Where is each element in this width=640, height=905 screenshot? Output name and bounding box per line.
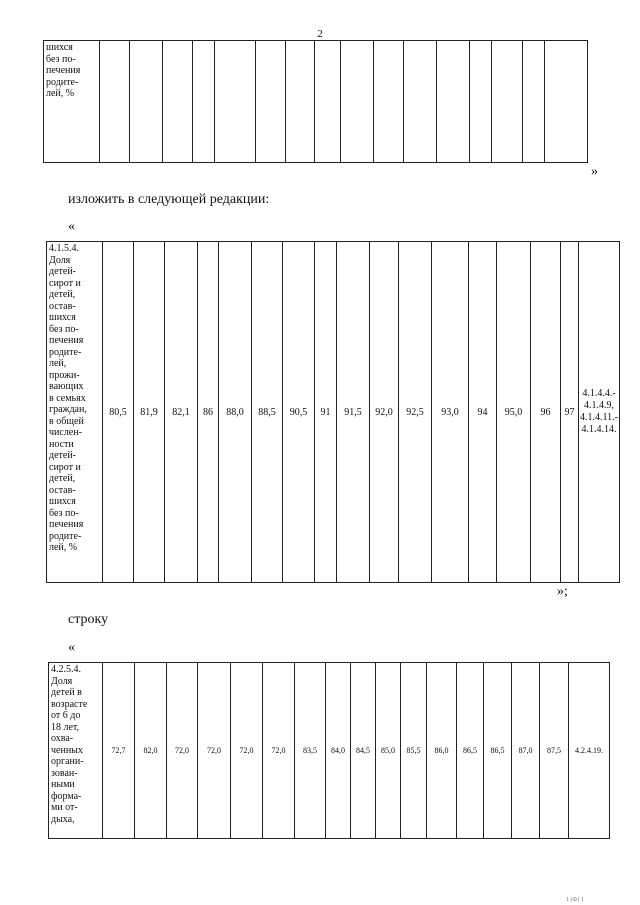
table3-value-cell: 72,7	[103, 663, 135, 839]
empty-cell	[130, 41, 163, 163]
row-label-cell: 4.2.5.4. Доля детей в возрасте от 6 до 18 лет, охва- ченных органи- зован- ными форма- ми от- дыха,	[49, 663, 103, 839]
empty-cell	[523, 41, 545, 163]
empty-cell	[100, 41, 130, 163]
table2-value-cell: 88,5	[252, 242, 283, 583]
indicator-table-4-2-5-4	[48, 662, 610, 839]
table2-value-cell: 94	[469, 242, 497, 583]
table3-value-cell: 86,5	[457, 663, 484, 839]
table2-value-cell: 96	[531, 242, 561, 583]
table2-value-cell: 88,0	[219, 242, 252, 583]
page-number: 2	[317, 28, 323, 40]
empty-cell	[286, 41, 315, 163]
table2-value-cell: 97	[561, 242, 579, 583]
closing-quote-semicolon: »;	[557, 584, 568, 599]
empty-cell	[341, 41, 374, 163]
empty-cell	[315, 41, 341, 163]
table3-value-cell: 84,0	[326, 663, 351, 839]
opening-quote: «	[68, 640, 75, 655]
table3-value-cell: 86,0	[427, 663, 457, 839]
table2-value-cell: 92,5	[399, 242, 432, 583]
table2-value-cell: 91,5	[337, 242, 370, 583]
table2-value-cell: 91	[315, 242, 337, 583]
table-row	[47, 242, 620, 583]
empty-cell	[545, 41, 588, 163]
table-row	[49, 663, 610, 839]
table3-value-cell: 72,0	[167, 663, 198, 839]
row-label-cell: шихся без по- печения родите- лей, %	[44, 41, 100, 163]
table2-value-cell: 90,5	[283, 242, 315, 583]
table3-value-cell: 83,5	[295, 663, 326, 839]
table3-value-cell: 87,0	[512, 663, 540, 839]
indicator-table-4-1-5-4	[46, 241, 620, 583]
table3-value-cell: 82,0	[135, 663, 167, 839]
table-continuation	[43, 40, 588, 163]
table2-value-cell: 93,0	[432, 242, 469, 583]
empty-cell	[256, 41, 286, 163]
empty-cell	[193, 41, 215, 163]
empty-cell	[470, 41, 492, 163]
table3-value-cell: 86,5	[484, 663, 512, 839]
table3-value-cell: 72,0	[263, 663, 295, 839]
table2-value-cell: 95,0	[497, 242, 531, 583]
table3-value-cell: 85,0	[376, 663, 401, 839]
table2-value-cell: 81,9	[134, 242, 165, 583]
table3-value-cell: 87,5	[540, 663, 569, 839]
reference-cell: 4.1.4.4.- 4.1.4.9, 4.1.4.11.- 4.1.4.14.	[579, 242, 620, 583]
reference-cell: 4.2.4.19.	[569, 663, 610, 839]
table2-value-cell: 82,1	[165, 242, 198, 583]
table2-value-cell: 92,0	[370, 242, 399, 583]
table-row	[44, 41, 588, 163]
table2-value-cell: 80,5	[103, 242, 134, 583]
opening-quote: «	[68, 219, 75, 234]
scan-mark: 1 (Ф) 1	[566, 897, 584, 903]
row-label-text: строку	[68, 612, 109, 627]
empty-cell	[404, 41, 437, 163]
empty-cell	[437, 41, 470, 163]
empty-cell	[374, 41, 404, 163]
empty-cell	[492, 41, 523, 163]
row-label-cell: 4.1.5.4. Доля детей- сирот и детей, остав- шихся без по- печения родите- лей, прожи- вающих в семьях граждан, в общей числен- ности детей- сирот и детей, остав- шихся без по- печения родите- лей, %	[47, 242, 103, 583]
table3-value-cell: 72,0	[198, 663, 231, 839]
table3-value-cell: 72,0	[231, 663, 263, 839]
empty-cell	[215, 41, 256, 163]
empty-cell	[163, 41, 193, 163]
closing-quote: »	[591, 164, 598, 179]
table3-value-cell: 84,5	[351, 663, 376, 839]
intro-text: изложить в следующей редакции:	[68, 192, 270, 207]
table3-value-cell: 85,5	[401, 663, 427, 839]
table2-value-cell: 86	[198, 242, 219, 583]
